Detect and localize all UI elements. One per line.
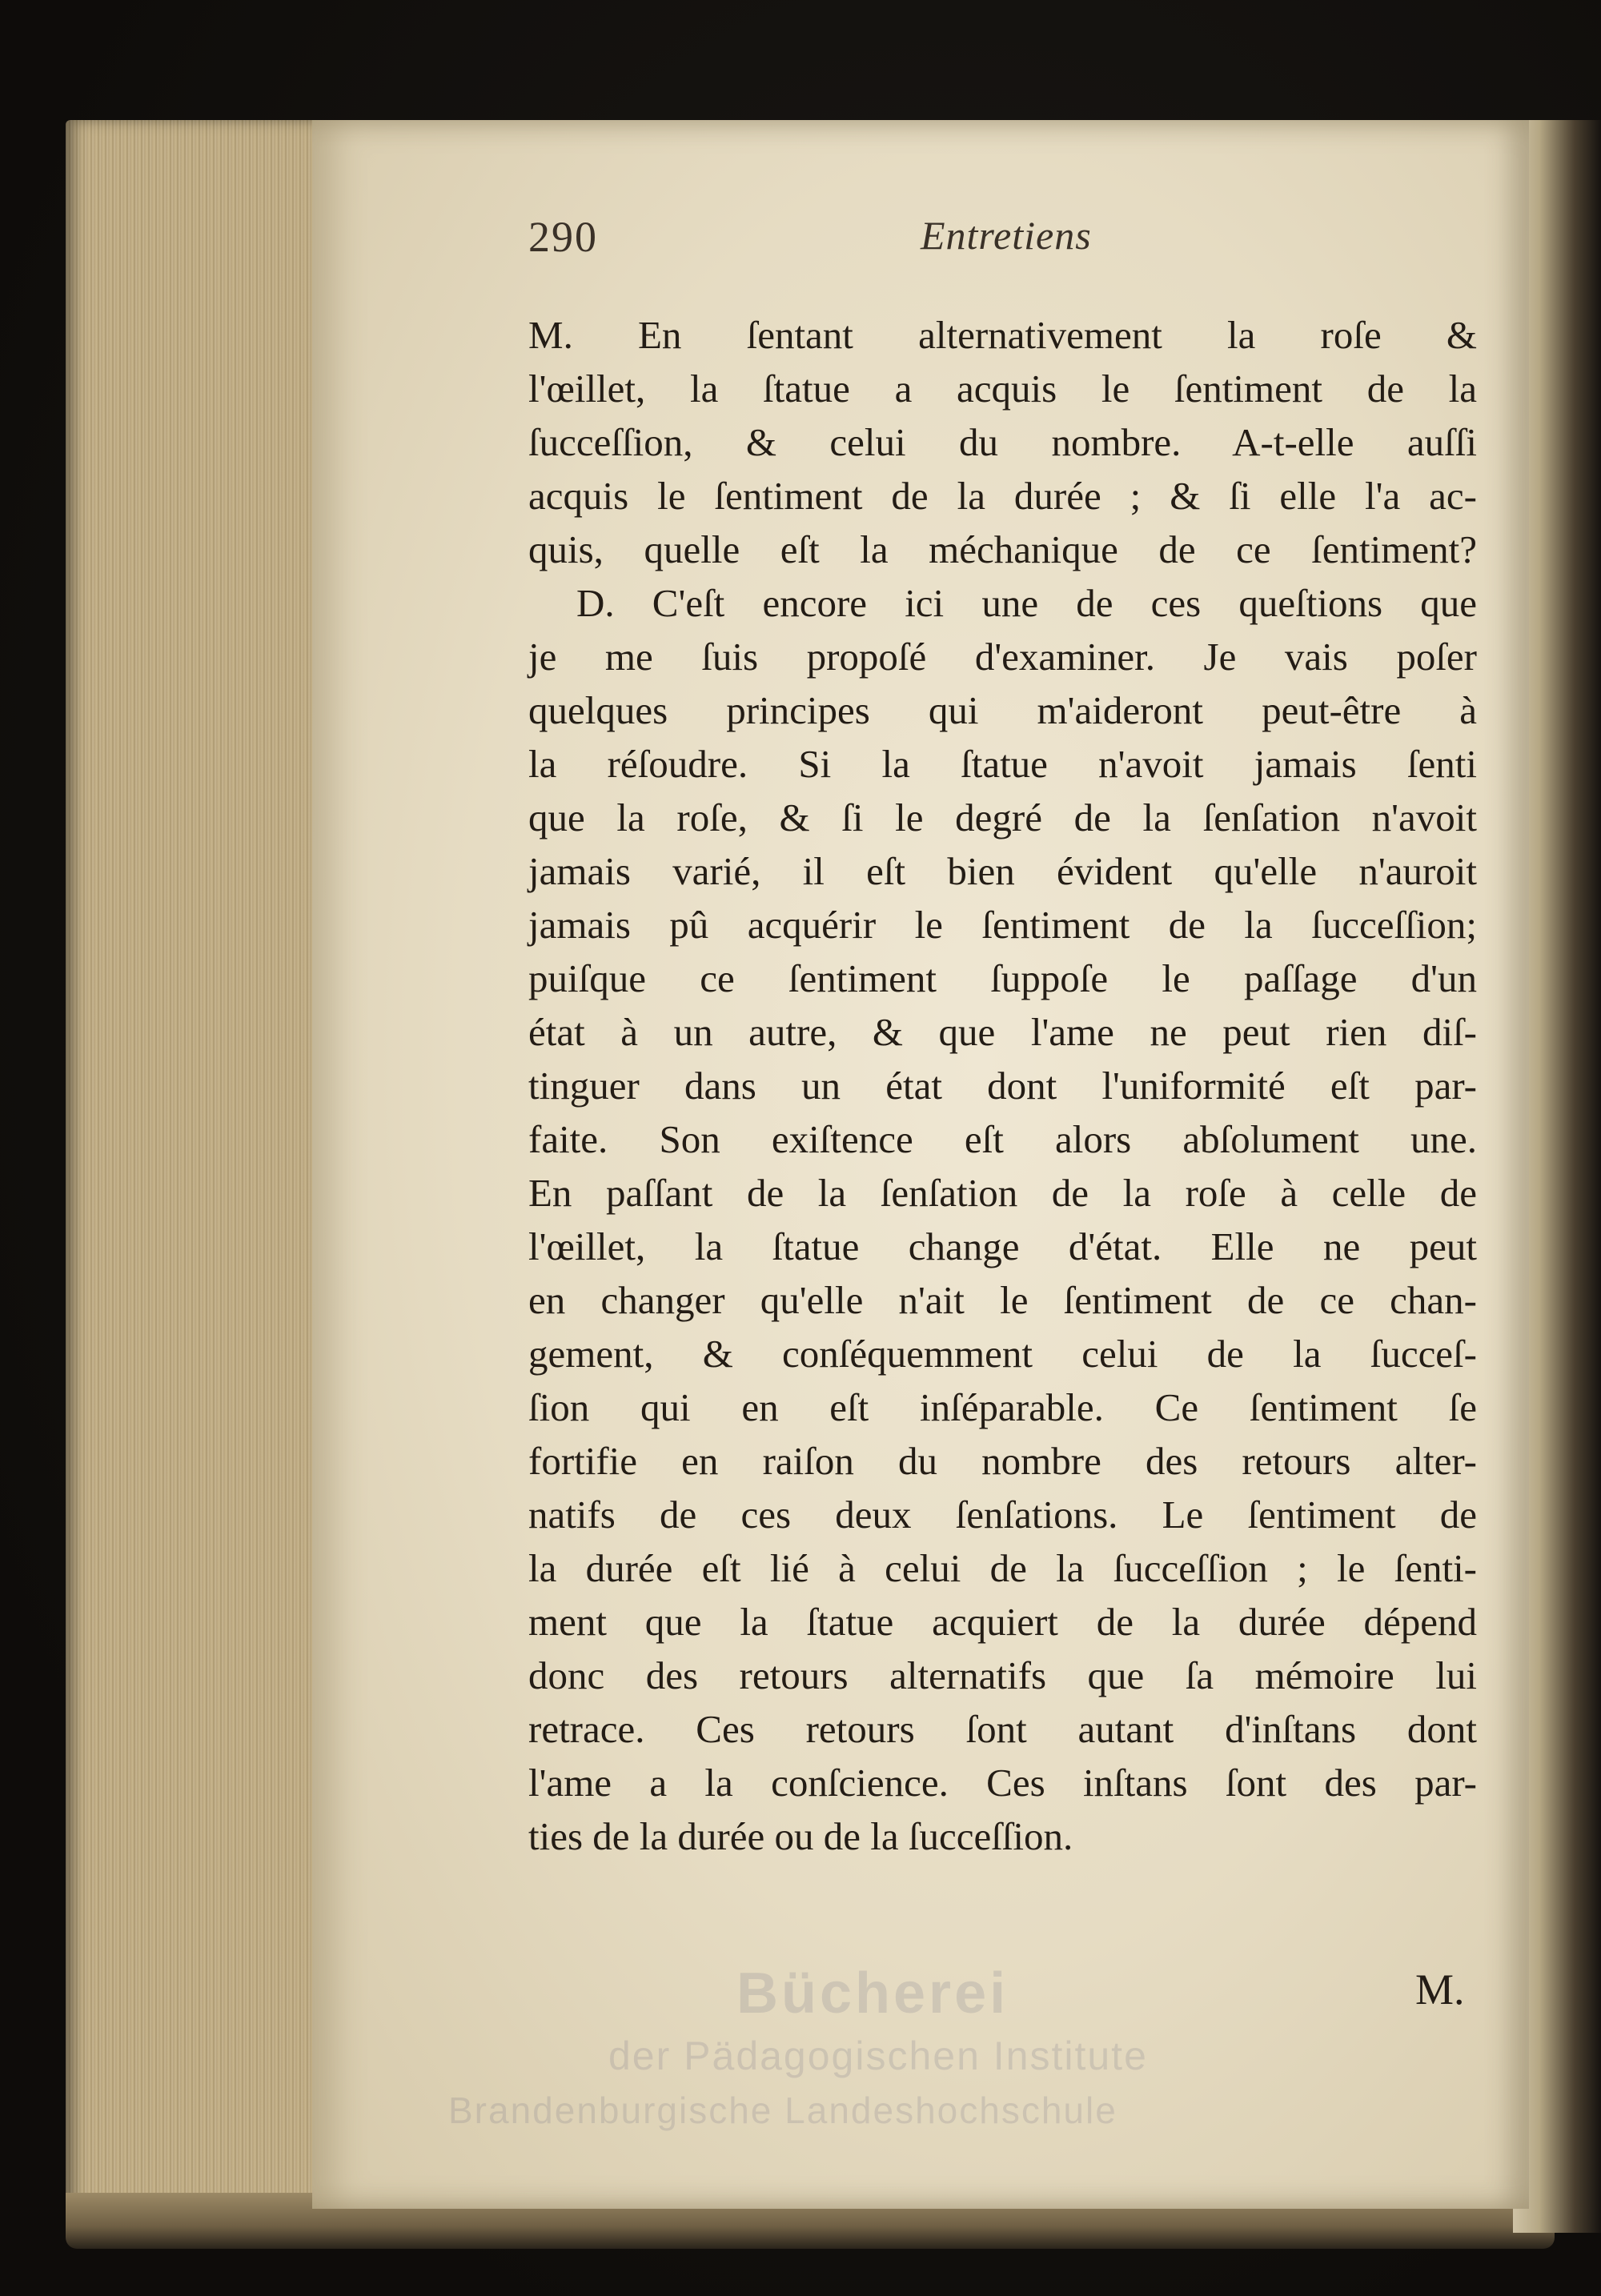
text-line: jamais pû acquérir le ſentiment de la ſucceſſion; [528, 903, 1477, 947]
body-text [528, 308, 1477, 1863]
text-line: l'ame a la conſcience. Ces inſtans ſont des par- [528, 1761, 1477, 1805]
text-line: retrace. Ces retours ſont autant d'inſtans dont [528, 1707, 1477, 1751]
text-line: M. En ſentant alternativement la roſe & [528, 313, 1477, 357]
text-line: acquis le ſentiment de la durée ; & ſi elle l'a ac- [528, 474, 1477, 518]
text-line: l'œillet, la ſtatue a acquis le ſentiment de la [528, 367, 1477, 411]
text-line: En paſſant de la ſenſation de la roſe à celle de [528, 1171, 1477, 1215]
page-number: 290 [528, 213, 598, 261]
text-line: ſucceſſion, & celui du nombre. A-t-elle auſſi [528, 420, 1477, 464]
text-line: ſion qui en eſt inſéparable. Ce ſentiment ſe [528, 1385, 1477, 1429]
text-line: natifs de ces deux ſenſations. Le ſentiment de [528, 1493, 1477, 1537]
text-line: en changer qu'elle n'ait le ſentiment de ce chan- [528, 1278, 1477, 1322]
text-line: D. C'eſt encore ici une de ces queſtions que [576, 581, 1477, 625]
text-line: tinguer dans un état dont l'uniformité eſt par- [528, 1064, 1477, 1108]
text-line: faite. Son exiſtence eſt alors abſolument une. [528, 1117, 1477, 1161]
catchword: M. [1415, 1965, 1465, 2014]
text-line: donc des retours alternatifs que ſa mémoire lui [528, 1653, 1477, 1697]
text-line: puiſque ce ſentiment ſuppoſe le paſſage d'un [528, 956, 1477, 1000]
text-line: gement, & conſéquemment celui de la ſucceſ- [528, 1332, 1477, 1376]
text-line: quelques principes qui m'aideront peut-être à [528, 688, 1477, 732]
text-line: l'œillet, la ſtatue change d'état. Elle ne peut [528, 1224, 1477, 1268]
text-line: fortifie en raiſon du nombre des retours alter- [528, 1439, 1477, 1483]
text-line: ties de la durée ou de la ſucceſſion. [528, 1814, 1073, 1858]
text-line: la réſoudre. Si la ſtatue n'avoit jamais ſenti [528, 742, 1477, 786]
text-line: jamais varié, il eſt bien évident qu'elle n'auroit [528, 849, 1477, 893]
text-line: quis, quelle eſt la méchanique de ce ſentiment? [528, 527, 1477, 571]
running-title: Entretiens [921, 213, 1092, 258]
page-block-edges [66, 120, 338, 2233]
text-line: que la roſe, & ſi le degré de la ſenſation n'avoit [528, 795, 1477, 839]
text-line: je me ſuis propoſé d'examiner. Je vais poſer [528, 635, 1477, 679]
running-head [528, 212, 1489, 276]
text-line: ment que la ſtatue acquiert de la durée dépend [528, 1600, 1477, 1644]
text-line: la durée eſt lié à celui de la ſucceſſion ; le ſenti- [528, 1546, 1477, 1590]
text-line: état à un autre, & que l'ame ne peut rien diſ- [528, 1010, 1477, 1054]
